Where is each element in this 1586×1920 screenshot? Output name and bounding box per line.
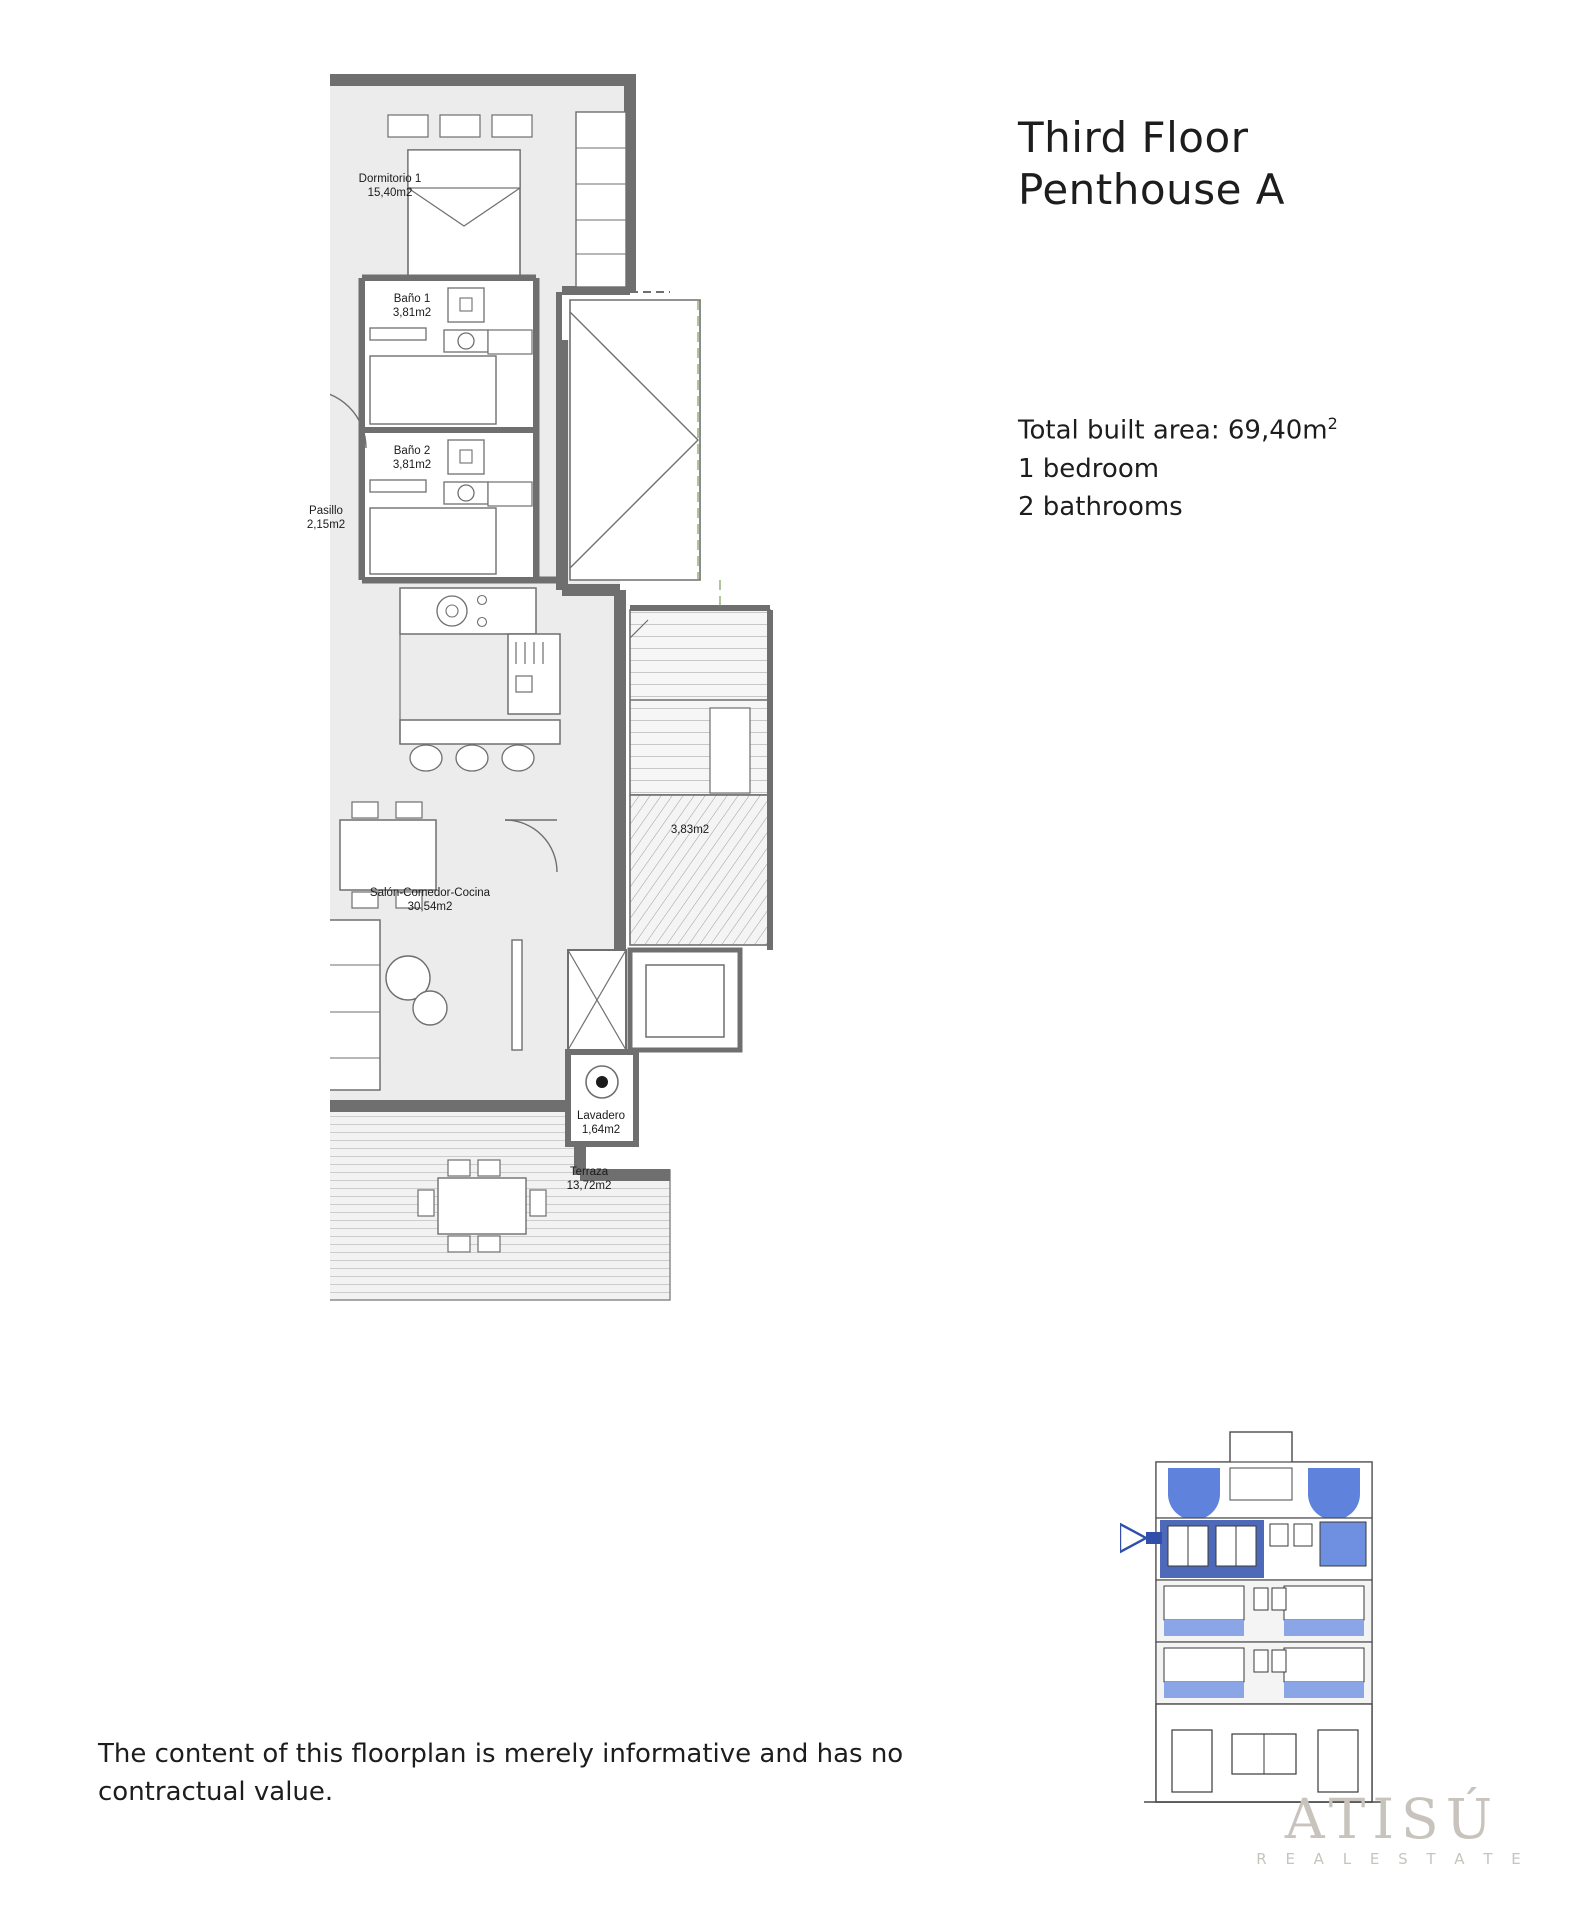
room-label-bano-2 <box>352 444 472 472</box>
room-area: 3,81m2 <box>392 307 432 319</box>
spec-bathrooms: 2 bathrooms <box>1018 491 1183 522</box>
spec-bedrooms: 1 bedroom <box>1018 453 1160 484</box>
title-line-2: Penthouse A <box>1018 165 1285 214</box>
room-label-salon-comedor-cocina <box>320 886 540 914</box>
room-area: 30,54m2 <box>407 901 453 913</box>
spec-total-area-text: Total built area: 69,40m <box>1018 415 1328 446</box>
property-specs <box>1018 405 1538 526</box>
room-name: Dormitorio 1 <box>358 173 422 185</box>
room-label-bano-1 <box>352 292 472 320</box>
room-area: 15,40m2 <box>367 187 413 199</box>
building-elevation-thumbnail <box>1120 1420 1410 1820</box>
room-name: Baño 2 <box>393 445 431 457</box>
room-name: Pasillo <box>309 505 343 517</box>
room-label-landing <box>630 823 750 837</box>
spec-total-area-sup: 2 <box>1327 414 1338 433</box>
room-area: 3,81m2 <box>392 459 432 471</box>
staircase <box>630 580 770 950</box>
title-line-1: Third Floor <box>1018 113 1249 162</box>
room-name: Lavadero <box>577 1110 625 1122</box>
disclaimer-text: The content of this floorplan is merely informative and has no contractual value. <box>98 1739 904 1807</box>
room-area: 13,72m2 <box>566 1180 612 1192</box>
page-title <box>1018 112 1538 216</box>
room-label-dormitorio-1 <box>310 172 470 200</box>
room-label-pasillo <box>266 504 386 532</box>
logo-name: ATISÚ <box>1284 1787 1500 1851</box>
room-label-lavadero <box>537 1109 665 1137</box>
floorplan-drawing <box>306 60 970 1360</box>
elevator <box>568 950 740 1050</box>
bathrooms-block <box>362 278 562 580</box>
room-area: 2,15m2 <box>306 519 346 531</box>
room-name: Salón-Comedor-Cocina <box>369 887 491 899</box>
entry-landing <box>562 292 700 580</box>
room-label-terraza <box>525 1165 653 1193</box>
brand-logo <box>1242 1787 1542 1870</box>
spec-total-area <box>1018 405 1538 450</box>
room-area: 1,64m2 <box>581 1124 621 1136</box>
room-name: Baño 1 <box>393 293 431 305</box>
room-name: Terraza <box>569 1166 609 1178</box>
room-area: 3,83m2 <box>670 824 710 836</box>
logo-tagline: R E A L E S T A T E <box>1256 1850 1528 1868</box>
